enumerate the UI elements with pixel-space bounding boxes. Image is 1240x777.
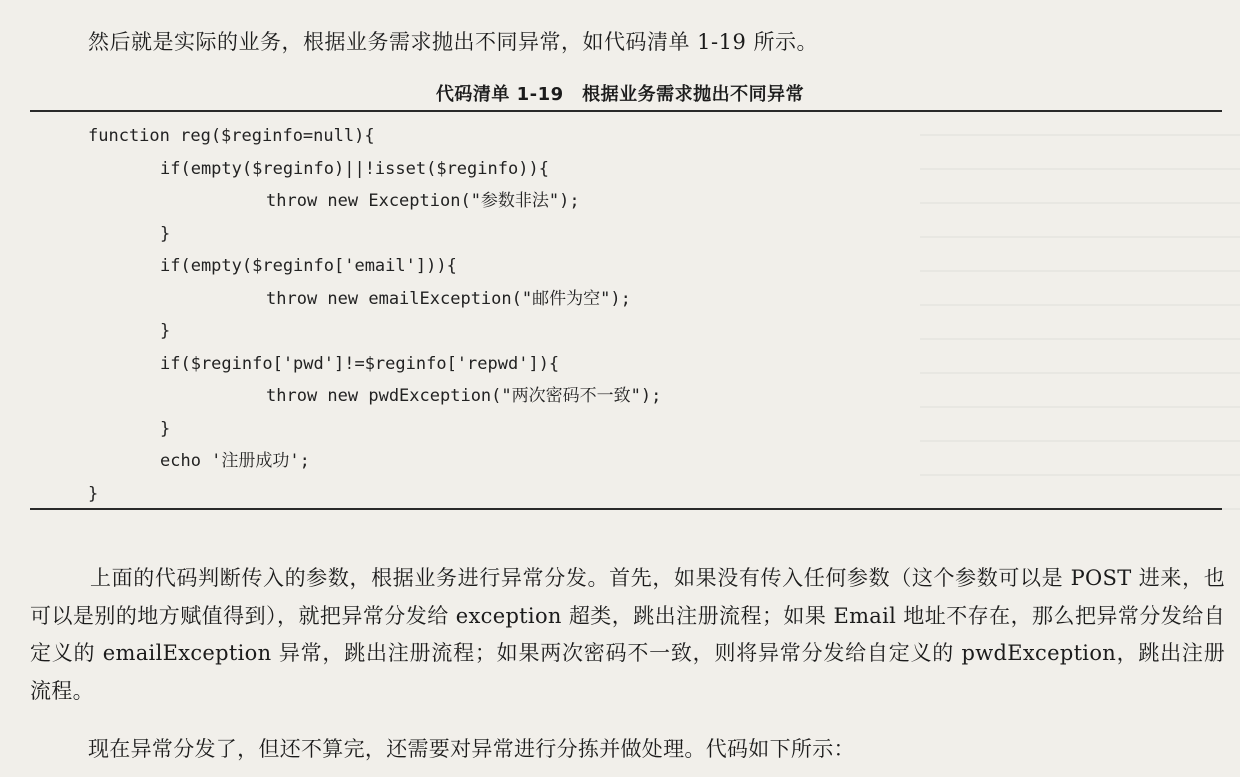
- closing-paragraph: 现在异常分发了，但还不算完，还需要对异常进行分拣并做处理。代码如下所示：: [88, 737, 855, 761]
- code-line: echo '注册成功';: [160, 451, 310, 471]
- code-line: }: [160, 223, 171, 244]
- explanation-text: [30, 560, 1225, 710]
- code-line: if($reginfo['pwd']!=$reginfo['repwd']){: [160, 353, 560, 374]
- code-line: throw new emailException("邮件为空");: [266, 288, 631, 309]
- code-listing-caption: 代码清单 1-19 根据业务需求抛出不同异常: [435, 84, 805, 105]
- code-line: throw new pwdException("两次密码不一致");: [266, 386, 662, 406]
- code-line: if(empty($reginfo['email'])){: [160, 256, 457, 276]
- explanation-paragraph: 上面的代码判断传入的参数，根据业务进行异常分发。首先，如果没有传入任何参数（这个参数可以是 POST 进来，也可以是别的地方赋值得到），就把异常分发给 exception 超类，跳出注册流程；如果 Email 地址不存在，那么把异常分发给自定义的 emailException 异常，跳出注册流程；如果两次密码不一致，则将异常分发给自定义的 pwdException，跳出注册流程。: [30, 566, 1225, 703]
- code-line: }: [160, 418, 171, 439]
- code-line: throw new Exception("参数非法");: [266, 191, 580, 211]
- code-block: [88, 120, 1208, 510]
- code-bottom-rule: [30, 508, 1222, 510]
- code-line: function reg($reginfo=null){: [88, 126, 375, 146]
- code-line: if(empty($reginfo)||!isset($reginfo)){: [160, 158, 549, 179]
- code-line: }: [88, 483, 99, 504]
- intro-sentence: 然后就是实际的业务，根据业务需求抛出不同异常，如代码清单 1-19 所示。: [88, 30, 819, 54]
- code-line: }: [160, 321, 171, 341]
- code-top-rule: [30, 110, 1222, 112]
